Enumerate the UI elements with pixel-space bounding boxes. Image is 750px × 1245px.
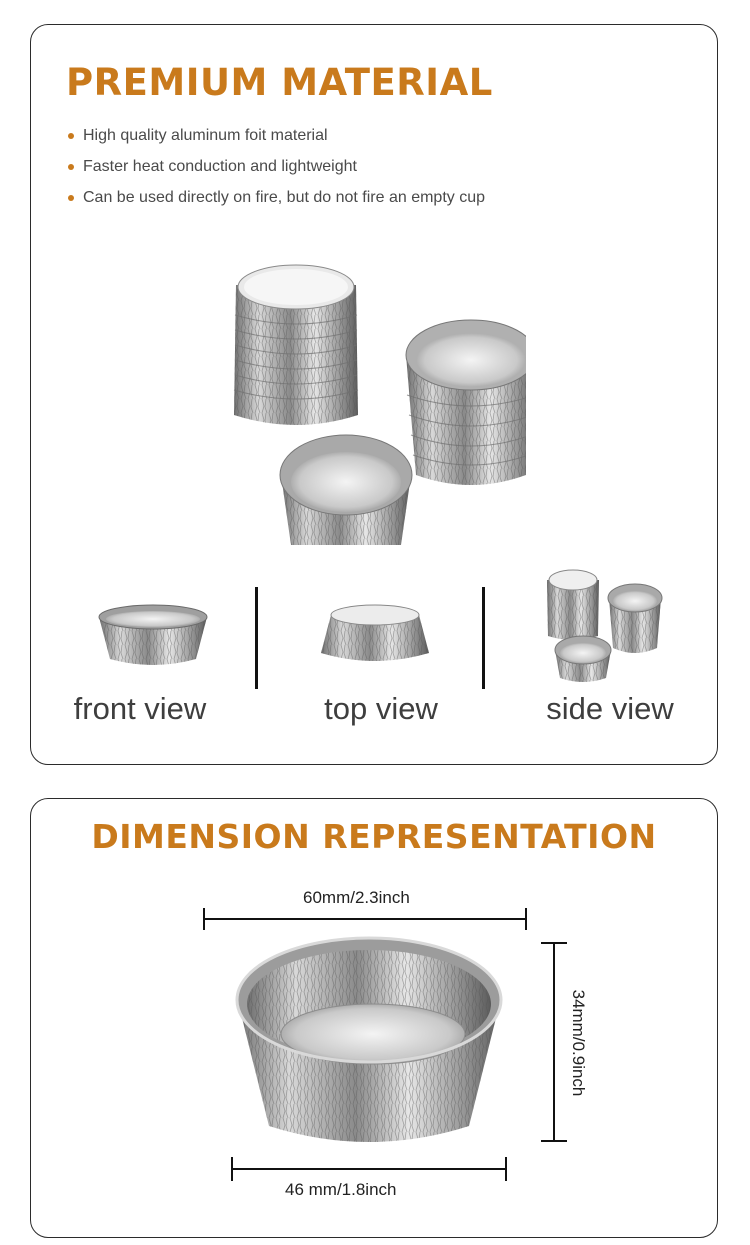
view-divider [482, 587, 485, 689]
bottom-width-line [231, 1168, 506, 1170]
view-divider [255, 587, 258, 689]
top-width-label: 60mm/2.3inch [303, 888, 410, 907]
upright-cup-stack [406, 320, 526, 485]
bottom-width-label: 46 mm/1.8inch [285, 1180, 397, 1199]
front-open-cup [280, 435, 412, 545]
bullet-dot-icon [68, 164, 74, 170]
foil-cup-stacks-image [226, 245, 526, 545]
front-view-image [96, 603, 211, 669]
top-width-tick [525, 908, 527, 930]
foil-cup-image [233, 936, 505, 1152]
premium-material-title: PREMIUM MATERIAL [66, 61, 493, 104]
dimension-panel [30, 798, 718, 1238]
feature-item [67, 125, 485, 156]
side-view-label: side view [546, 691, 674, 726]
dimension-title: DIMENSION REPRESENTATION [91, 817, 657, 856]
inverted-cup-stack [234, 265, 358, 425]
height-tick [541, 942, 567, 944]
premium-material-panel [30, 24, 718, 765]
bottom-width-tick [231, 1157, 233, 1181]
feature-text: Can be used directly on fire, but do not fire an empty cup [83, 189, 486, 206]
feature-text: Faster heat conduction and lightweight [83, 158, 357, 175]
side-view-image [543, 568, 668, 683]
feature-list [67, 125, 485, 218]
top-width-tick [203, 908, 205, 930]
top-view-image [319, 603, 431, 669]
front-view-label: front view [73, 691, 207, 726]
feature-item [67, 187, 485, 218]
bullet-dot-icon [68, 195, 74, 201]
top-view-label: top view [324, 691, 438, 726]
feature-text: High quality aluminum foit material [83, 127, 328, 144]
height-tick [541, 1140, 567, 1142]
height-label: 34mm/0.9inch [569, 989, 588, 1097]
bullet-dot-icon [68, 133, 74, 139]
top-width-line [203, 918, 526, 920]
feature-item [67, 156, 485, 187]
bottom-width-tick [505, 1157, 507, 1181]
height-line [553, 942, 555, 1141]
